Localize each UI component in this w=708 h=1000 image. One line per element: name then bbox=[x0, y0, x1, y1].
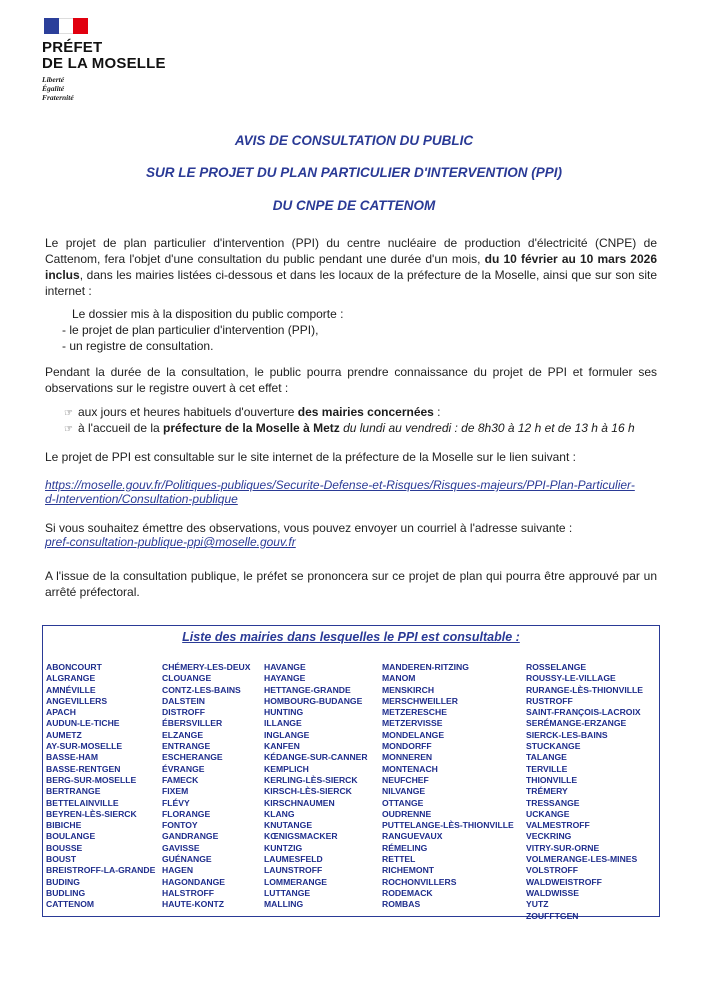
mairie-item: ROCHONVILLERS bbox=[382, 876, 457, 887]
mairie-item: FAMECK bbox=[162, 774, 199, 785]
mairie-item: VECKRING bbox=[526, 831, 572, 842]
mairie-item: WALDWEISTROFF bbox=[526, 876, 602, 887]
mairie-item: FIXEM bbox=[162, 786, 189, 797]
mairie-item: RUSTROFF bbox=[526, 695, 573, 706]
mairie-item: ELZANGE bbox=[162, 729, 204, 740]
mairie-item: KNUTANGE bbox=[264, 820, 313, 831]
mairie-item: OUDRENNE bbox=[382, 808, 432, 819]
mairie-item: BASSE-RENTGEN bbox=[46, 763, 121, 774]
mairie-item: APACH bbox=[46, 707, 76, 718]
website-paragraph: Le projet de PPI est consultable sur le site internet de la préfecture de la Moselle sur le lien suivant : bbox=[45, 450, 576, 464]
mairies-column-3 bbox=[264, 662, 368, 911]
mairie-item: HALSTROFF bbox=[162, 887, 215, 898]
title-line-1: AVIS DE CONSULTATION DU PUBLIC bbox=[234, 133, 474, 148]
mairies-list-title: Liste des mairies dans lesquelles le PPI est consultable : bbox=[182, 630, 520, 644]
mairie-item: METZERESCHE bbox=[382, 707, 447, 718]
pointing-hand-icon: ☞ bbox=[64, 424, 73, 435]
mairie-item: BOUSSE bbox=[46, 842, 83, 853]
mairie-item: CHÉMERY-LES-DEUX bbox=[162, 662, 251, 672]
mairie-item: HOMBOURG-BUDANGE bbox=[264, 695, 363, 706]
mairie-item: RANGUEVAUX bbox=[382, 831, 443, 842]
mairie-item: MENSKIRCH bbox=[382, 684, 435, 695]
prefecture-header bbox=[42, 18, 166, 102]
mairies-column-4 bbox=[382, 662, 514, 911]
mairie-item: ROSSELANGE bbox=[526, 662, 587, 672]
mairies-column-5 bbox=[526, 662, 643, 922]
mairie-item: RÉMELING bbox=[382, 842, 428, 853]
mairie-item: ZOUFFTGEN bbox=[526, 910, 579, 921]
mairie-item: RICHEMONT bbox=[382, 865, 435, 876]
mairie-item: LUTTANGE bbox=[264, 887, 311, 898]
mairie-item: STUCKANGE bbox=[526, 741, 581, 752]
email-address-link[interactable]: pref-consultation-publique-ppi@moselle.gouv.fr bbox=[45, 535, 296, 549]
mairie-item: HAUTE-KONTZ bbox=[162, 899, 225, 910]
mairie-item: AMNÉVILLE bbox=[46, 684, 96, 695]
mairie-item: KŒNIGSMACKER bbox=[264, 831, 338, 842]
mairie-item: ALGRANGE bbox=[46, 673, 96, 684]
mairies-column-2 bbox=[162, 662, 251, 911]
mairie-item: HAGONDANGE bbox=[162, 876, 226, 887]
mairie-item: MONDELANGE bbox=[382, 729, 445, 740]
mairie-item: LAUMESFELD bbox=[264, 854, 323, 865]
mairie-item: TRÉMERY bbox=[526, 786, 568, 797]
mairie-item: PUTTELANGE-LÈS-THIONVILLE bbox=[382, 820, 514, 831]
mairie-item: AUDUN-LE-TICHE bbox=[46, 718, 120, 729]
mairie-item: KIRSCH-LÈS-SIERCK bbox=[264, 786, 352, 797]
mairie-item: GUÉNANGE bbox=[162, 854, 212, 865]
mairie-item: VOLSTROFF bbox=[526, 865, 579, 876]
bullet-mairies: ☞ aux jours et heures habituels d'ouverture des mairies concernées : bbox=[64, 405, 441, 419]
mairie-item: HAYANGE bbox=[264, 673, 306, 684]
bullet-prefecture: ☞ à l'accueil de la préfecture de la Moselle à Metz du lundi au vendredi : de 8h30 à 12 h et de 13 h à 16 h bbox=[64, 421, 635, 435]
mairie-item: NILVANGE bbox=[382, 786, 426, 797]
mairies-column-1 bbox=[46, 662, 155, 911]
mairie-item: AUMETZ bbox=[46, 729, 82, 740]
mairie-item: TALANGE bbox=[526, 752, 567, 763]
mairie-item: MONNEREN bbox=[382, 752, 433, 763]
mairie-item: UCKANGE bbox=[526, 808, 570, 819]
mairie-item: ESCHERANGE bbox=[162, 752, 223, 763]
mairie-item: BASSE-HAM bbox=[46, 752, 99, 763]
mairie-item: INGLANGE bbox=[264, 729, 310, 740]
dossier-item: - un registre de consultation. bbox=[62, 339, 214, 353]
pointing-hand-icon: ☞ bbox=[64, 408, 73, 419]
mairie-item: ANGEVILLERS bbox=[46, 695, 108, 706]
mairie-item: DISTROFF bbox=[162, 707, 205, 718]
french-flag-logo bbox=[44, 18, 88, 34]
intro-paragraph: Le projet de plan particulier d'intervention (PPI) du centre nucléaire de production d'électricité (CNPE) de Cattenom, fera l'objet d'une consultation du public pendant une durée d'un mois, du 10 février au 10 mars 2026 inclus, dans les mairies listées ci-dessous et dans les locaux de la préfecture de la Moselle, ainsi que sur son site internet : bbox=[45, 236, 658, 298]
mairies-list-box bbox=[42, 625, 660, 921]
mairie-item: AY-SUR-MOSELLE bbox=[46, 741, 123, 752]
mairie-item: KANFEN bbox=[264, 741, 300, 752]
mairie-item: LAUNSTROFF bbox=[264, 865, 323, 876]
mairie-item: CLOUANGE bbox=[162, 673, 212, 684]
mairie-item: MERSCHWEILLER bbox=[382, 695, 458, 706]
mairie-item: YUTZ bbox=[526, 899, 549, 910]
mairie-item: KUNTZIG bbox=[264, 842, 303, 853]
mairie-item: LOMMERANGE bbox=[264, 876, 328, 887]
mairie-item: RURANGE-LÈS-THIONVILLE bbox=[526, 684, 643, 695]
mairie-item: MONTENACH bbox=[382, 763, 438, 774]
republic-motto: Liberté Égalité Fraternité bbox=[42, 75, 74, 102]
title-line-3: DU CNPE DE CATTENOM bbox=[272, 198, 436, 213]
mairie-item: KÉDANGE-SUR-CANNER bbox=[264, 752, 368, 763]
mairie-item: MALLING bbox=[264, 899, 304, 910]
consultation-paragraph: Pendant la durée de la consultation, le public pourra prendre connaissance du projet de PPI et formuler ses observations sur le registre ouvert à cet effet : bbox=[45, 365, 657, 395]
mairie-item: VOLMERANGE-LES-MINES bbox=[526, 854, 638, 865]
mairie-item: KEMPLICH bbox=[264, 763, 309, 774]
mairie-item: WALDWISSE bbox=[526, 887, 579, 898]
mairie-item: BUDING bbox=[46, 876, 80, 887]
mairie-item: OTTANGE bbox=[382, 797, 424, 808]
conclusion-paragraph: A l'issue de la consultation publique, le préfet se prononcera sur ce projet de plan qui pourra être approuvé par un arrêté préfectoral. bbox=[45, 569, 657, 599]
mairie-item: VITRY-SUR-ORNE bbox=[526, 842, 600, 853]
mairie-item: ROUSSY-LE-VILLAGE bbox=[526, 673, 616, 684]
mairie-item: ABONCOURT bbox=[46, 662, 102, 672]
mairie-item: KERLING-LÈS-SIERCK bbox=[264, 774, 358, 785]
mairie-item: TERVILLE bbox=[526, 763, 568, 774]
mairie-item: BERG-SUR-MOSELLE bbox=[46, 774, 137, 785]
mairie-item: ROMBAS bbox=[382, 899, 421, 910]
mairie-item: DALSTEIN bbox=[162, 695, 205, 706]
mairie-item: KIRSCHNAUMEN bbox=[264, 797, 335, 808]
mairie-item: BEYREN-LÈS-SIERCK bbox=[46, 808, 137, 819]
mairie-item: BUDLING bbox=[46, 887, 86, 898]
mairie-item: FLÉVY bbox=[162, 797, 190, 808]
mairie-item: HAGEN bbox=[162, 865, 194, 876]
mairie-item: THIONVILLE bbox=[526, 774, 578, 785]
mairie-item: FONTOY bbox=[162, 820, 198, 831]
mairie-item: BIBICHE bbox=[46, 820, 82, 831]
mairie-item: SIERCK-LES-BAINS bbox=[526, 729, 608, 740]
mairie-item: BOUST bbox=[46, 854, 77, 865]
mairie-item: SAINT-FRANÇOIS-LACROIX bbox=[526, 707, 641, 718]
mairie-item: KLANG bbox=[264, 808, 295, 819]
mairie-item: RODEMACK bbox=[382, 887, 433, 898]
mairie-item: MANOM bbox=[382, 673, 416, 684]
mairie-item: ÉBERSVILLER bbox=[162, 718, 223, 729]
mairie-item: VALMESTROFF bbox=[526, 820, 590, 831]
mairie-item: CONTZ-LES-BAINS bbox=[162, 684, 241, 695]
mairie-item: BERTRANGE bbox=[46, 786, 101, 797]
email-paragraph: Si vous souhaitez émettre des observations, vous pouvez envoyer un courriel à l'adresse suivante : bbox=[45, 521, 573, 535]
mairie-item: CATTENOM bbox=[46, 899, 95, 910]
mairie-item: METZERVISSE bbox=[382, 718, 443, 729]
authority-name: PRÉFET DE LA MOSELLE bbox=[42, 39, 166, 72]
dossier-section: Le dossier mis à la disposition du public comporte : - le projet de plan particulier d'intervention (PPI), - un registre de consultation. bbox=[62, 307, 344, 353]
mairie-item: ILLANGE bbox=[264, 718, 302, 729]
mairie-item: MANDEREN-RITZING bbox=[382, 662, 469, 672]
title-line-2: SUR LE PROJET DU PLAN PARTICULIER D'INTERVENTION (PPI) bbox=[146, 165, 562, 180]
mairie-item: BREISTROFF-LA-GRANDE bbox=[46, 865, 156, 876]
mairie-item: GANDRANGE bbox=[162, 831, 219, 842]
mairie-item: BETTELAINVILLE bbox=[46, 797, 119, 808]
mairie-item: GAVISSE bbox=[162, 842, 200, 853]
mairie-item: SERÉMANGE-ERZANGE bbox=[526, 718, 627, 729]
mairie-item: BOULANGE bbox=[46, 831, 96, 842]
mairie-item: FLORANGE bbox=[162, 808, 211, 819]
mairie-item: RETTEL bbox=[382, 854, 416, 865]
ppi-website-link[interactable]: https://moselle.gouv.fr/Politiques-publiques/Securite-Defense-et-Risques/Risques-majeurs/PPI-Plan-Particulier- d-Intervention/Consultation-publique bbox=[45, 478, 635, 506]
dossier-item: - le projet de plan particulier d'intervention (PPI), bbox=[62, 323, 319, 337]
mairie-item: ÉVRANGE bbox=[162, 763, 205, 774]
mairie-item: MONDORFF bbox=[382, 741, 432, 752]
mairie-item: HETTANGE-GRANDE bbox=[264, 684, 351, 695]
mairie-item: HUNTING bbox=[264, 707, 304, 718]
mairie-item: ENTRANGE bbox=[162, 741, 211, 752]
mairie-item: TRESSANGE bbox=[526, 797, 580, 808]
mairie-item: NEUFCHEF bbox=[382, 774, 429, 785]
mairie-item: HAVANGE bbox=[264, 662, 306, 672]
